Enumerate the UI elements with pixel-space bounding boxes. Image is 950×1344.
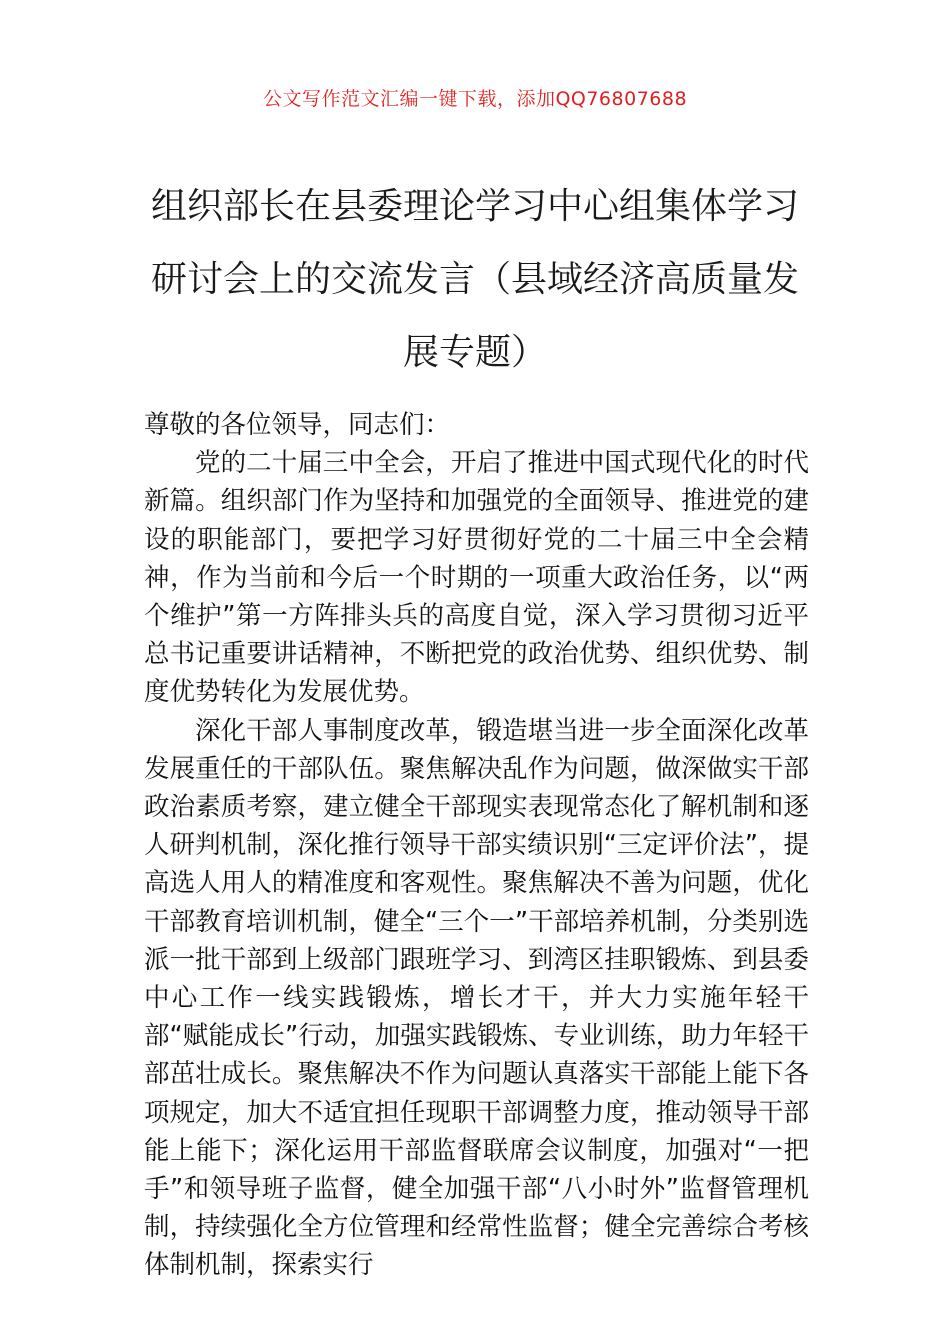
title-line-1: 组织部长在县委理论学习中心组集体学习 bbox=[150, 186, 799, 227]
salutation: 尊敬的各位领导，同志们： bbox=[144, 410, 451, 440]
body-paragraph-1: 党的二十届三中全会，开启了推进中国式现代化的时代新篇。组织部门作为坚持和加强党的全面领导、推进党的建设的职能部门，要把学习好贯彻好党的二十届三中全会精神，作为当前和今后一个时期的一项重大政治任务，以“两个维护”第一方阵排头兵的高度自觉，深入学习贯彻习近平总书记重要讲话精神，不断把党的政治优势、组织优势、制度优势转化为发展优势。 bbox=[144, 448, 809, 708]
document-body bbox=[144, 406, 809, 1285]
title-line-2: 研讨会上的交流发言（县域经济高质量发 bbox=[150, 259, 799, 300]
title-line-3: 展专题） bbox=[402, 332, 547, 373]
download-notice: 公文写作范文汇编一键下载，添加QQ76807688 bbox=[262, 88, 688, 110]
body-paragraph-2: 深化干部人事制度改革，锻造堪当进一步全面深化改革发展重任的干部队伍。聚焦解决乱作为问题，做深做实干部政治素质考察，建立健全干部现实表现常态化了解机制和逐人研判机制，深化推行领导干部实绩识别“三定评价法”，提高选人用人的精准度和客观性。聚焦解决不善为问题，优化干部教育培训机制，健全“三个一”干部培养机制，分类别选派一批干部到上级部门跟班学习、到湾区挂职锻炼、到县委中心工作一线实践锻炼，增长才干，并大力实施年轻干部“赋能成长”行动，加强实践锻炼、专业训练，助力年轻干部茁壮成长。聚焦解决不作为问题认真落实干部能上能下各项规定，加大不适宜担任现职干部调整力度，推动领导干部能上能下；深化运用干部监督联席会议制度，加强对“一把手”和领导班子监督，健全加强干部“八小时外”监督管理机制，持续强化全方位管理和经常性监督；健全完善综合考核体制机制，探索实行 bbox=[144, 715, 809, 1281]
document-title bbox=[120, 170, 830, 389]
